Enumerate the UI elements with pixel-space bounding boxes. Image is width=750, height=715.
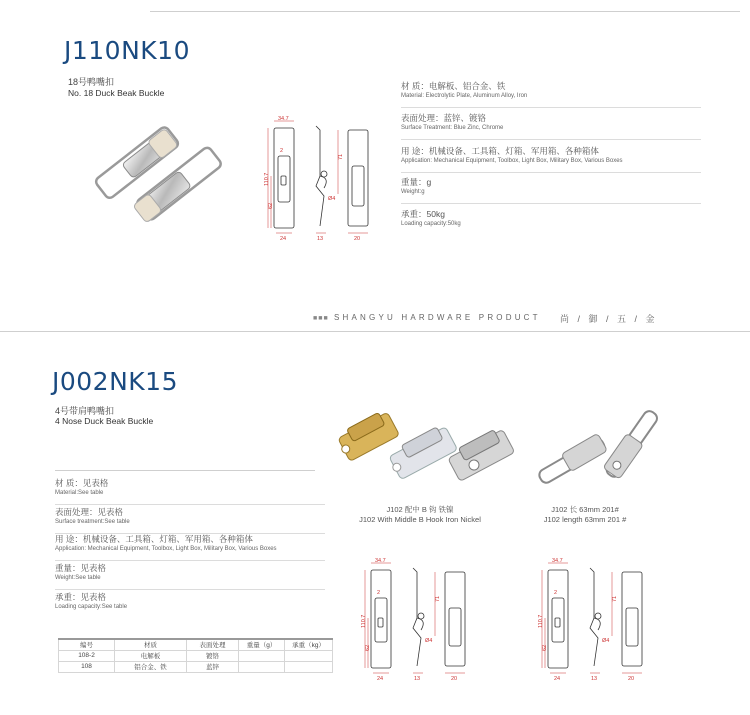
- section2-name-cn: 4号带肩鸭嘴扣: [55, 406, 115, 416]
- spec-divider: [401, 139, 701, 140]
- section2-spec-load: [55, 591, 325, 612]
- drawing1-dim-13: 13: [317, 236, 324, 242]
- section1-spec-application: [401, 145, 701, 173]
- spec-label-en: Material: Electrolytic Plate, Aluminum Alloy, Iron: [401, 93, 528, 99]
- spec-label-en: Weight:See table: [55, 575, 101, 581]
- spec-label-en: Application: Mechanical Equipment, Toolbox, Light Box, Military Box, Various Boxes: [401, 158, 623, 164]
- spec-label: 重量：见表格: [55, 563, 107, 573]
- spec-label-en: Material:See table: [55, 490, 104, 496]
- spec-label: 材 质：见表格: [55, 478, 109, 488]
- drawing3-dim-width: 34.7: [552, 558, 563, 564]
- spec-divider: [55, 589, 325, 590]
- section1-product-image: [78, 112, 238, 232]
- top-divider: [150, 11, 740, 12]
- table-cell: 镀铬: [187, 650, 239, 661]
- spec-table: [58, 638, 333, 673]
- spec-label: 承重：见表格: [55, 592, 107, 602]
- table-header-cell: 材质: [115, 639, 187, 650]
- drawing2-dim-hole: Ø4: [425, 638, 433, 644]
- spec-divider: [55, 504, 325, 505]
- drawing3-dim-24: 24: [554, 676, 561, 682]
- drawing2-dim-13: 13: [414, 676, 421, 682]
- table-cell: 铝合金、铁: [115, 661, 187, 672]
- drawing3-dim-71: 71: [612, 595, 618, 602]
- brand-dots: ■■■: [313, 315, 329, 322]
- drawing1-dim-hole: Ø4: [328, 196, 336, 202]
- section2-spec-top-rule: [55, 470, 315, 471]
- table-row: [59, 661, 333, 672]
- section2-name-en: 4 Nose Duck Beak Buckle: [55, 416, 154, 426]
- table-cell: 电解板: [115, 650, 187, 661]
- drawing2-dim-height: 110.7: [361, 614, 367, 628]
- table-header-cell: 承重（kg）: [285, 639, 333, 650]
- drawing2-dim-width: 34.7: [375, 558, 386, 564]
- spec-divider: [55, 560, 325, 561]
- table-row: [59, 650, 333, 661]
- brand-text-en: SHANGYU HARDWARE PRODUCT: [334, 313, 541, 322]
- drawing1-dim-2: 2: [280, 148, 284, 154]
- drawing1-dim-width: 34.7: [278, 116, 289, 122]
- spec-label: 承重：50kg: [401, 209, 445, 219]
- caption-right-en: J102 length 63mm 201 #: [543, 515, 627, 524]
- table-cell: [239, 650, 285, 661]
- brand-text-cn: 尚 / 御 / 五 / 金: [560, 314, 655, 324]
- spec-label-en: Weight:g: [401, 189, 425, 195]
- drawing1-dim-height: 110.7: [264, 172, 270, 186]
- spec-divider: [401, 107, 701, 108]
- table-cell: [285, 650, 333, 661]
- section2-technical-drawing-right: [532, 558, 652, 683]
- drawing1-dim-24: 24: [280, 236, 287, 242]
- spec-label-en: Loading capacity:See table: [55, 604, 128, 610]
- section1-model: J110NK10: [64, 36, 190, 65]
- table-cell: [239, 661, 285, 672]
- section1-spec-weight: [401, 176, 701, 204]
- section2-product-image-right: [530, 405, 670, 490]
- drawing3-dim-13: 13: [591, 676, 598, 682]
- caption-left: [335, 505, 505, 525]
- spec-label-en: Surface treatment:See table: [55, 519, 130, 525]
- spec-divider: [401, 172, 701, 173]
- drawing2-dim-62: 62: [365, 644, 371, 651]
- section1-name-en: No. 18 Duck Beak Buckle: [68, 88, 165, 98]
- drawing3-dim-20: 20: [628, 676, 635, 682]
- section-divider: [0, 331, 750, 332]
- brand-strip: [0, 310, 750, 328]
- spec-label-en: Loading capacity:50kg: [401, 221, 461, 227]
- table-cell: 蓝锌: [187, 661, 239, 672]
- table-cell: 108: [59, 661, 115, 672]
- table-cell: [285, 661, 333, 672]
- section2-spec-surface: [55, 506, 325, 534]
- caption-right-cn: J102 长 63mm 201#: [551, 505, 619, 514]
- section1-spec-material: [401, 80, 701, 108]
- spec-label: 表面处理：蓝锌、镀铬: [401, 113, 487, 123]
- section2-model: J002NK15: [52, 367, 178, 396]
- spec-table-header: [59, 639, 333, 650]
- caption-right: [520, 505, 650, 525]
- spec-label-en: Application: Mechanical Equipment, Toolbox, Light Box, Military Box, Various Boxes: [55, 546, 277, 552]
- caption-left-en: J102 With Middle B Hook Iron Nickel: [359, 515, 481, 524]
- drawing3-dim-2: 2: [554, 590, 558, 596]
- section1-name-cn: 18号鸭嘴扣: [68, 77, 115, 87]
- section2-spec-weight: [55, 562, 325, 590]
- table-header-cell: 表面处理: [187, 639, 239, 650]
- section2-technical-drawing-left: [355, 558, 475, 683]
- drawing2-dim-71: 71: [435, 595, 441, 602]
- drawing3-dim-height: 110.7: [538, 614, 544, 628]
- drawing1-dim-20: 20: [354, 236, 361, 242]
- caption-left-cn: J102 配中 B 钩 铁镍: [386, 505, 454, 514]
- spec-label: 材 质：电解板、铝合金、铁: [401, 81, 506, 91]
- drawing2-dim-20: 20: [451, 676, 458, 682]
- section1-technical-drawing: [258, 116, 378, 241]
- spec-label: 用 途：机械设备、工具箱、灯箱、军用箱、各种箱体: [55, 534, 253, 544]
- section2-spec-application: [55, 533, 325, 561]
- section2-spec-material: [55, 477, 325, 505]
- section2-product-image-left: [330, 395, 525, 490]
- section1-spec-surface: [401, 112, 701, 140]
- drawing2-dim-24: 24: [377, 676, 384, 682]
- table-header-cell: 重量（g）: [239, 639, 285, 650]
- section1-spec-load: [401, 208, 701, 229]
- spec-label: 重量：g: [401, 177, 432, 187]
- drawing1-dim-62: 62: [268, 202, 274, 209]
- drawing3-dim-62: 62: [542, 644, 548, 651]
- spec-label-en: Surface Treatment: Blue Zinc, Chrome: [401, 125, 504, 131]
- drawing1-dim-71: 71: [338, 153, 344, 160]
- drawing3-dim-hole: Ø4: [602, 638, 610, 644]
- drawing2-dim-2: 2: [377, 590, 381, 596]
- table-cell: 108-2: [59, 650, 115, 661]
- spec-label: 表面处理：见表格: [55, 507, 124, 517]
- spec-divider: [401, 203, 701, 204]
- spec-label: 用 途：机械设备、工具箱、灯箱、军用箱、各种箱体: [401, 146, 599, 156]
- table-header-cell: 编号: [59, 639, 115, 650]
